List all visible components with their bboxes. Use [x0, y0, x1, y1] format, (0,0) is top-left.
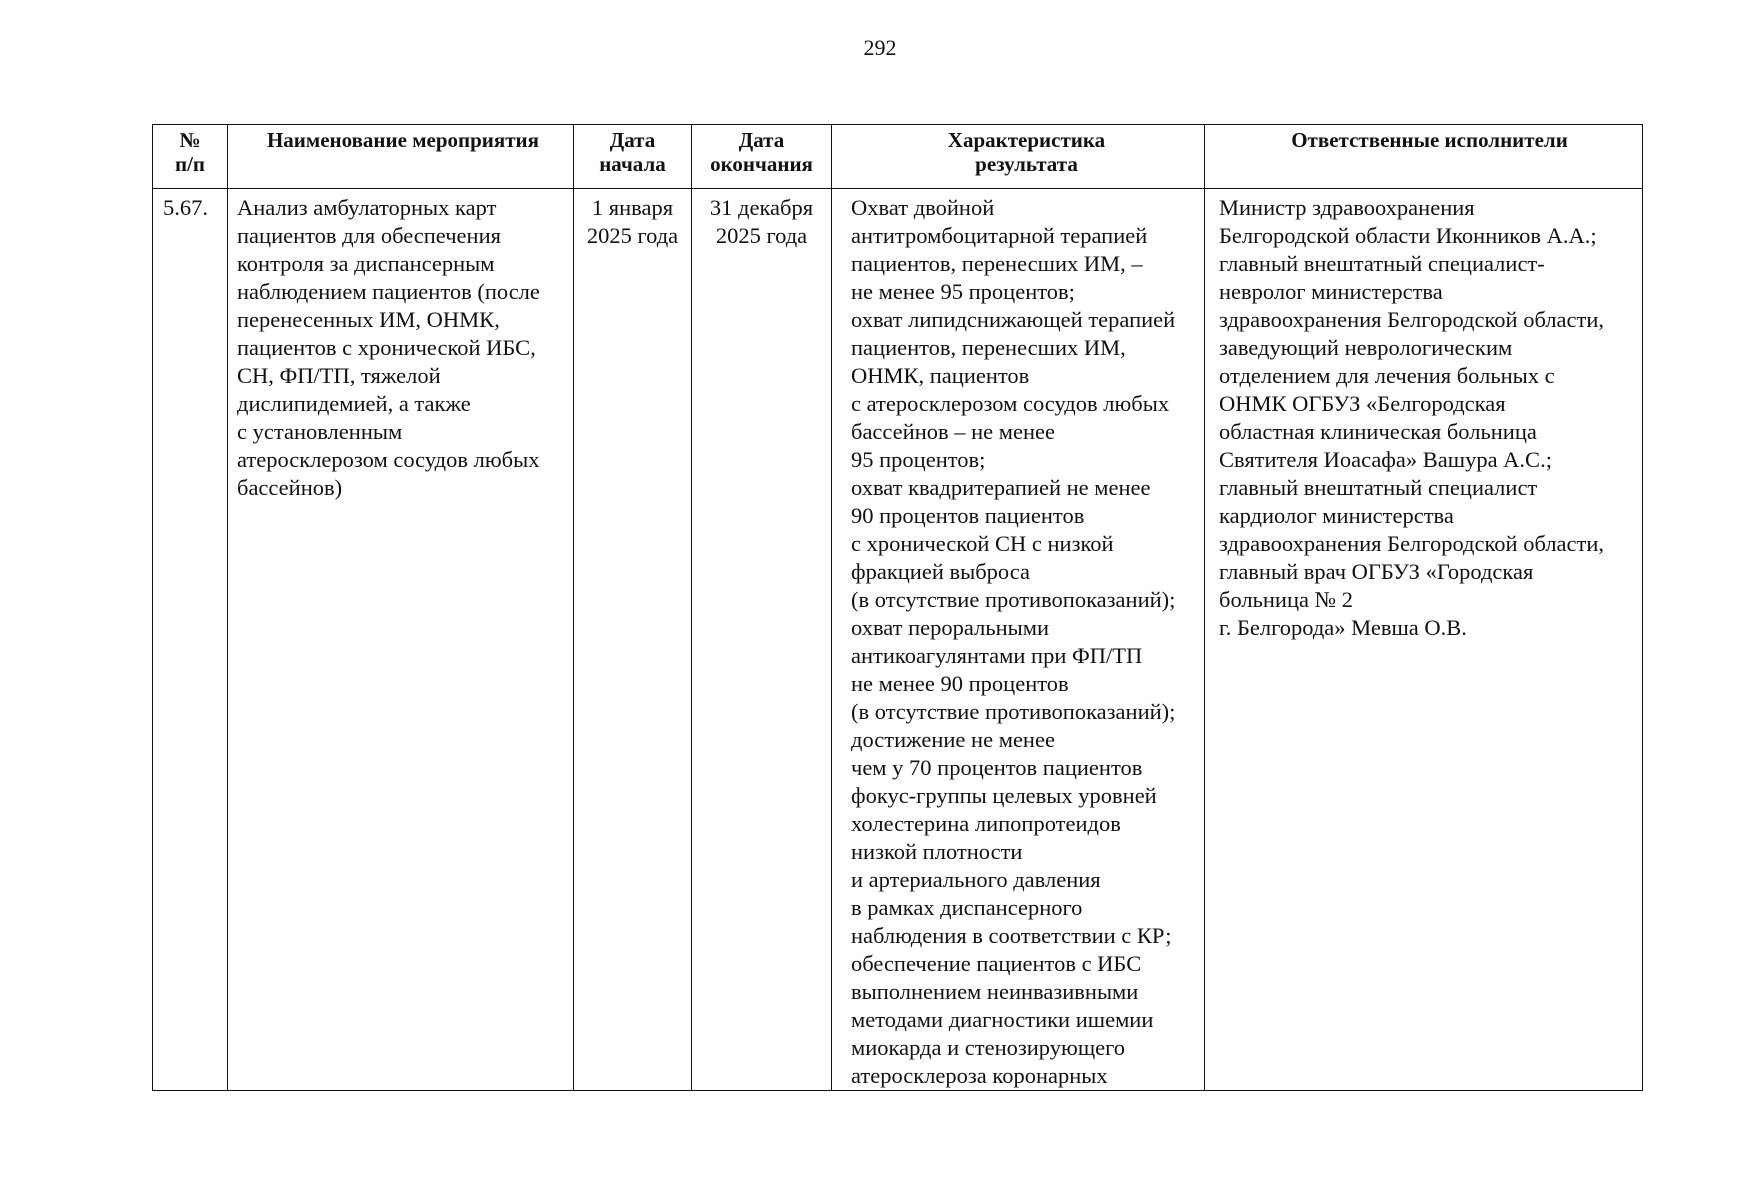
header-result: Характеристика результата	[832, 125, 1205, 189]
row-responsible: Министр здравоохранения Белгородской области Иконников А.А.; главный внештатный специалист- невролог министерства здравоохранения Белгородской области, заведующий неврологическим отделением для лечения больных с ОНМК ОГБУЗ «Белгородская областная клиническая больница Святителя Иоасафа» Вашура А.С.; главный внештатный специалист кардиолог министерства здравоохранения Белгородской области, главный врач ОГБУЗ «Городская больница № 2 г. Белгорода» Мевша О.В.	[1205, 189, 1643, 1091]
row-start-date: 1 января 2025 года	[574, 189, 692, 1091]
header-end-date: Дата окончания	[692, 125, 832, 189]
row-number: 5.67.	[153, 189, 228, 1091]
header-activity-name: Наименование мероприятия	[228, 125, 574, 189]
header-responsible: Ответственные исполнители	[1205, 125, 1643, 189]
table-header-row	[153, 125, 1643, 189]
page-number: 292	[863, 35, 897, 60]
row-activity-name: Анализ амбулаторных карт пациентов для обеспечения контроля за диспансерным наблюдением пациентов (после перенесенных ИМ, ОНМК, пациентов с хронической ИБС, СН, ФП/ТП, тяжелой дислипидемией, а также с установленным атеросклерозом сосудов любых бассейнов)	[228, 189, 574, 1091]
row-end-date: 31 декабря 2025 года	[692, 189, 832, 1091]
table-row	[153, 189, 1643, 1091]
row-result: Охват двойной антитромбоцитарной терапией пациентов, перенесших ИМ, – не менее 95 процентов; охват липидснижающей терапией пациентов, перенесших ИМ, ОНМК, пациентов с атеросклерозом сосудов любых бассейнов – не менее 95 процентов; охват квадритерапией не менее 90 процентов пациентов с хронической СН с низкой фракцией выброса (в отсутствие противопоказаний); охват пероральными антикоагулянтами при ФП/ТП не менее 90 процентов (в отсутствие противопоказаний); достижение не менее чем у 70 процентов пациентов фокус-группы целевых уровней холестерина липопротеидов низкой плотности и артериального давления в рамках диспансерного наблюдения в соответствии с КР; обеспечение пациентов с ИБС выполнением неинвазивными методами диагностики ишемии миокарда и стенозирующего атеросклероза коронарных	[832, 189, 1205, 1091]
header-number: № п/п	[153, 125, 228, 189]
header-start-date: Дата начала	[574, 125, 692, 189]
activities-table	[152, 124, 1643, 1091]
